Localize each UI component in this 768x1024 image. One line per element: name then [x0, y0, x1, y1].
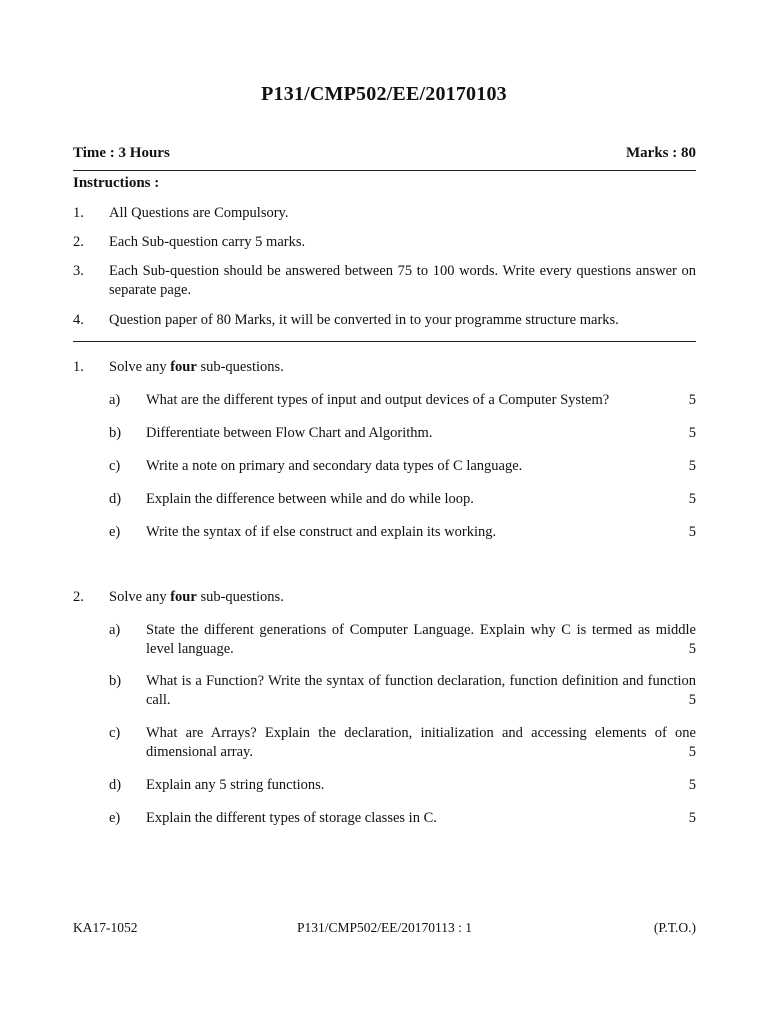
instruction-item	[73, 233, 696, 252]
sub-question-label: b)	[109, 673, 122, 689]
sub-question-marks: 5	[688, 692, 696, 708]
sub-question-marks: 5	[688, 524, 696, 540]
sub-question-text: Write a note on primary and secondary data types of C language.	[146, 458, 523, 474]
instructions-heading: Instructions :	[73, 175, 160, 191]
sub-question-label: a)	[109, 622, 121, 638]
sub-question-text: Explain any 5 string functions.	[146, 777, 325, 793]
time-label: Time : 3 Hours	[73, 145, 170, 161]
time-marks-row	[73, 145, 696, 162]
instruction-text: Question paper of 80 Marks, it will be converted in to your programme structure marks.	[109, 312, 619, 328]
sub-question-text: Differentiate between Flow Chart and Algorithm.	[146, 425, 433, 441]
sub-question	[109, 776, 696, 795]
sub-question-marks: 5	[688, 392, 696, 408]
sub-question	[109, 523, 696, 542]
emphasis-count: four	[170, 589, 197, 605]
question-number: 2.	[73, 589, 84, 605]
sub-question-label: a)	[109, 392, 121, 408]
marks-label: Marks : 80	[626, 145, 696, 161]
sub-question-marks: 5	[688, 744, 696, 760]
sub-question-label: b)	[109, 425, 122, 441]
sub-question-label: d)	[109, 491, 122, 507]
instruction-text: Each Sub-question carry 5 marks.	[109, 234, 306, 250]
sub-question-text: State the different generations of Computer Language. Explain why C is termed as middle level language.	[146, 622, 696, 657]
question-2-heading	[73, 589, 696, 606]
sub-question-marks: 5	[688, 777, 696, 793]
sub-question-text: What is a Function? Write the syntax of function declaration, function definition and function call.	[146, 673, 696, 708]
sub-question-text: Write the syntax of if else construct and explain its working.	[146, 524, 497, 540]
sub-question-marks: 5	[688, 491, 696, 507]
sub-question-label: c)	[109, 458, 121, 474]
question-number: 1.	[73, 359, 84, 375]
instruction-item	[73, 311, 696, 330]
instruction-item	[73, 204, 696, 223]
sub-question	[109, 809, 696, 828]
header-divider	[73, 170, 696, 171]
question-1-heading	[73, 359, 696, 376]
sub-question-text: Explain the different types of storage classes in C.	[146, 810, 437, 826]
instruction-text: All Questions are Compulsory.	[109, 205, 289, 221]
footer-paper-code: P131/CMP502/EE/20170113 : 1	[296, 920, 473, 935]
sub-question-marks: 5	[688, 810, 696, 826]
sub-question	[109, 621, 696, 659]
sub-question	[109, 424, 696, 443]
footer-serial: KA17-1052	[73, 920, 138, 935]
instruction-number: 1.	[73, 205, 84, 221]
instruction-number: 3.	[73, 263, 84, 279]
paper-code-title: P131/CMP502/EE/20170103	[261, 83, 507, 105]
emphasis-count: four	[170, 359, 197, 375]
sub-question	[109, 490, 696, 509]
sub-question	[109, 457, 696, 476]
sub-question-marks: 5	[688, 425, 696, 441]
sub-question	[109, 391, 696, 410]
sub-question-label: d)	[109, 777, 122, 793]
sub-question	[109, 724, 696, 762]
instructions-divider	[73, 341, 696, 342]
sub-question-label: e)	[109, 524, 121, 540]
sub-question	[109, 672, 696, 710]
question-instruction: Solve any four sub-questions.	[109, 589, 284, 605]
sub-question-text: Explain the difference between while and do while loop.	[146, 491, 474, 507]
instruction-text: Each Sub-question should be answered between 75 to 100 words. Write every questions answer on separate page.	[109, 263, 696, 298]
sub-question-marks: 5	[688, 641, 696, 657]
sub-question-label: c)	[109, 725, 121, 741]
instruction-item	[73, 262, 696, 300]
sub-question-label: e)	[109, 810, 121, 826]
instruction-number: 4.	[73, 312, 84, 328]
sub-question-text: What are Arrays? Explain the declaration, initialization and accessing elements of one dimensional array.	[146, 725, 696, 760]
sub-question-text: What are the different types of input and output devices of a Computer System?	[146, 392, 610, 408]
question-instruction: Solve any four sub-questions.	[109, 359, 284, 375]
sub-question-marks: 5	[688, 458, 696, 474]
footer-pto: (P.T.O.)	[653, 920, 696, 935]
instruction-number: 2.	[73, 234, 84, 250]
